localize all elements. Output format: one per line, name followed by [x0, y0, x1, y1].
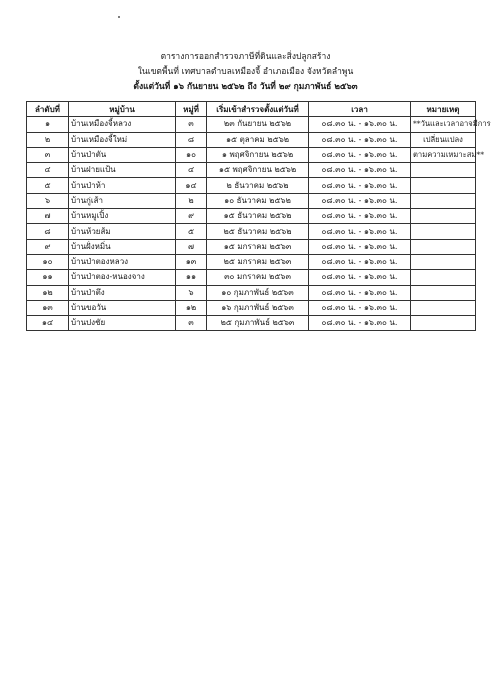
table-header-row — [27, 102, 476, 117]
table-row — [27, 209, 476, 224]
time-range: ๐๘.๓๐ น. - ๑๖.๓๐ น. — [309, 178, 411, 193]
row-number: ๔ — [27, 163, 69, 178]
start-date: ๑๕ ธันวาคม ๒๕๖๒ — [207, 209, 309, 224]
col-header-no: ลำดับที่ — [27, 102, 69, 117]
table-row — [27, 239, 476, 254]
col-header-note: หมายเหตุ — [411, 102, 476, 117]
remark — [411, 254, 476, 269]
time-range: ๐๘.๓๐ น. - ๑๖.๓๐ น. — [309, 193, 411, 208]
row-number: ๑๓ — [27, 300, 69, 315]
remark: ตามความเหมาะสม** — [411, 147, 476, 162]
row-number: ๑๔ — [27, 316, 69, 331]
time-range: ๐๘.๓๐ น. - ๑๖.๓๐ น. — [309, 239, 411, 254]
table-row — [27, 224, 476, 239]
row-number: ๑๑ — [27, 270, 69, 285]
moo-number: ๕ — [176, 224, 207, 239]
document-title: ตารางการออกสำรวจภาษีที่ดินและสิ่งปลูกสร้าง — [160, 52, 331, 62]
survey-schedule-table — [26, 101, 491, 331]
row-number: ๘ — [27, 224, 69, 239]
row-number: ๑ — [27, 117, 69, 132]
row-number: ๙ — [27, 239, 69, 254]
moo-number: ๑๐ — [176, 147, 207, 162]
village-name: บ้านห้วยส้ม — [69, 224, 176, 239]
moo-number: ๑๓ — [176, 254, 207, 269]
table-row — [27, 163, 476, 178]
start-date: ๑๕ ตุลาคม ๒๕๖๒ — [207, 132, 309, 147]
start-date: ๒๕ ธันวาคม ๒๕๖๒ — [207, 224, 309, 239]
document-area: ในเขตพื้นที่ เทศบาลตำบลเหมืองจี้ อำเภอเมือง จังหวัดลำพูน — [137, 67, 354, 77]
village-name: บ้านป่าตอง-หนองจาง — [69, 270, 176, 285]
row-number: ๓ — [27, 147, 69, 162]
village-name: บ้านกู่เส้า — [69, 193, 176, 208]
remark — [411, 193, 476, 208]
start-date: ๒๕ กุมภาพันธ์ ๒๕๖๓ — [207, 316, 309, 331]
scan-speck — [118, 16, 120, 18]
village-name: บ้านป่าตัน — [69, 147, 176, 162]
start-date: ๑๖ กุมภาพันธ์ ๒๕๖๓ — [207, 300, 309, 315]
remark — [411, 224, 476, 239]
table-row — [27, 178, 476, 193]
remark: เปลี่ยนแปลง — [411, 132, 476, 147]
row-number: ๗ — [27, 209, 69, 224]
row-number: ๕ — [27, 178, 69, 193]
time-range: ๐๘.๓๐ น. - ๑๖.๓๐ น. — [309, 209, 411, 224]
row-number: ๖ — [27, 193, 69, 208]
moo-number: ๑๒ — [176, 300, 207, 315]
moo-number: ๒ — [176, 193, 207, 208]
remark — [411, 178, 476, 193]
start-date: ๒๕ มกราคม ๒๕๖๓ — [207, 254, 309, 269]
moo-number: ๓ — [176, 316, 207, 331]
village-name: บ้านหมูเปิ้ง — [69, 209, 176, 224]
table-row — [27, 117, 476, 132]
village-name: บ้านขอวัน — [69, 300, 176, 315]
start-date: ๑ พฤศจิกายน ๒๕๖๒ — [207, 147, 309, 162]
remark — [411, 209, 476, 224]
moo-number: ๗ — [176, 239, 207, 254]
time-range: ๐๘.๓๐ น. - ๑๖.๓๐ น. — [309, 117, 411, 132]
village-name: บ้านเหมืองจี้ใหม่ — [69, 132, 176, 147]
moo-number: ๙ — [176, 209, 207, 224]
time-range: ๐๘.๓๐ น. - ๑๖.๓๐ น. — [309, 270, 411, 285]
village-name: บ้านปงชัย — [69, 316, 176, 331]
table-body — [27, 117, 491, 331]
table-row — [27, 132, 476, 147]
time-range: ๐๘.๓๐ น. - ๑๖.๓๐ น. — [309, 285, 411, 300]
row-number: ๒ — [27, 132, 69, 147]
moo-number: ๓ — [176, 117, 207, 132]
time-range: ๐๘.๓๐ น. - ๑๖.๓๐ น. — [309, 254, 411, 269]
remark — [411, 163, 476, 178]
village-name: บ้านป่าตึง — [69, 285, 176, 300]
document-period: ตั้งแต่วันที่ ๑๖ กันยายน ๒๕๖๒ ถึง วันที่ ๒๙ กุมภาพันธ์ ๒๕๖๓ — [133, 82, 358, 92]
remark — [411, 239, 476, 254]
start-date: ๒ ธันวาคม ๒๕๖๒ — [207, 178, 309, 193]
start-date: ๑๐ ธันวาคม ๒๕๖๒ — [207, 193, 309, 208]
village-name: บ้านฝั่งหมิ่น — [69, 239, 176, 254]
table-row — [27, 270, 476, 285]
start-date: ๑๐ กุมภาพันธ์ ๒๕๖๓ — [207, 285, 309, 300]
village-name: บ้านป่าห้า — [69, 178, 176, 193]
table-row — [27, 254, 476, 269]
col-header-date: เริ่มเข้าสำรวจตั้งแต่วันที่ — [207, 102, 309, 117]
row-number: ๑๐ — [27, 254, 69, 269]
table-row — [27, 193, 476, 208]
time-range: ๐๘.๓๐ น. - ๑๖.๓๐ น. — [309, 147, 411, 162]
moo-number: ๖ — [176, 285, 207, 300]
remark — [411, 270, 476, 285]
start-date: ๓๐ มกราคม ๒๕๖๓ — [207, 270, 309, 285]
time-range: ๐๘.๓๐ น. - ๑๖.๓๐ น. — [309, 224, 411, 239]
table-row — [27, 285, 476, 300]
col-header-time: เวลา — [309, 102, 411, 117]
moo-number: ๑๑ — [176, 270, 207, 285]
start-date: ๑๕ พฤศจิกายน ๒๕๖๒ — [207, 163, 309, 178]
time-range: ๐๘.๓๐ น. - ๑๖.๓๐ น. — [309, 132, 411, 147]
table-row — [27, 300, 476, 315]
remark — [411, 316, 476, 331]
col-header-moo: หมู่ที่ — [176, 102, 207, 117]
moo-number: ๑๔ — [176, 178, 207, 193]
table-row — [27, 316, 476, 331]
village-name: บ้านเหมืองจี้หลวง — [69, 117, 176, 132]
row-number: ๑๒ — [27, 285, 69, 300]
village-name: บ้านฝายแป้น — [69, 163, 176, 178]
col-header-village: หมู่บ้าน — [69, 102, 176, 117]
remark: **วันและเวลาอาจมีการ — [411, 117, 476, 132]
time-range: ๐๘.๓๐ น. - ๑๖.๓๐ น. — [309, 163, 411, 178]
moo-number: ๘ — [176, 132, 207, 147]
start-date: ๑๕ มกราคม ๒๕๖๓ — [207, 239, 309, 254]
time-range: ๐๘.๓๐ น. - ๑๖.๓๐ น. — [309, 316, 411, 331]
village-name: บ้านป่าตองหลวง — [69, 254, 176, 269]
time-range: ๐๘.๓๐ น. - ๑๖.๓๐ น. — [309, 300, 411, 315]
table-row — [27, 147, 476, 162]
moo-number: ๔ — [176, 163, 207, 178]
remark — [411, 300, 476, 315]
document-header — [0, 50, 491, 95]
start-date: ๒๓ กันยายน ๒๕๖๒ — [207, 117, 309, 132]
remark — [411, 285, 476, 300]
